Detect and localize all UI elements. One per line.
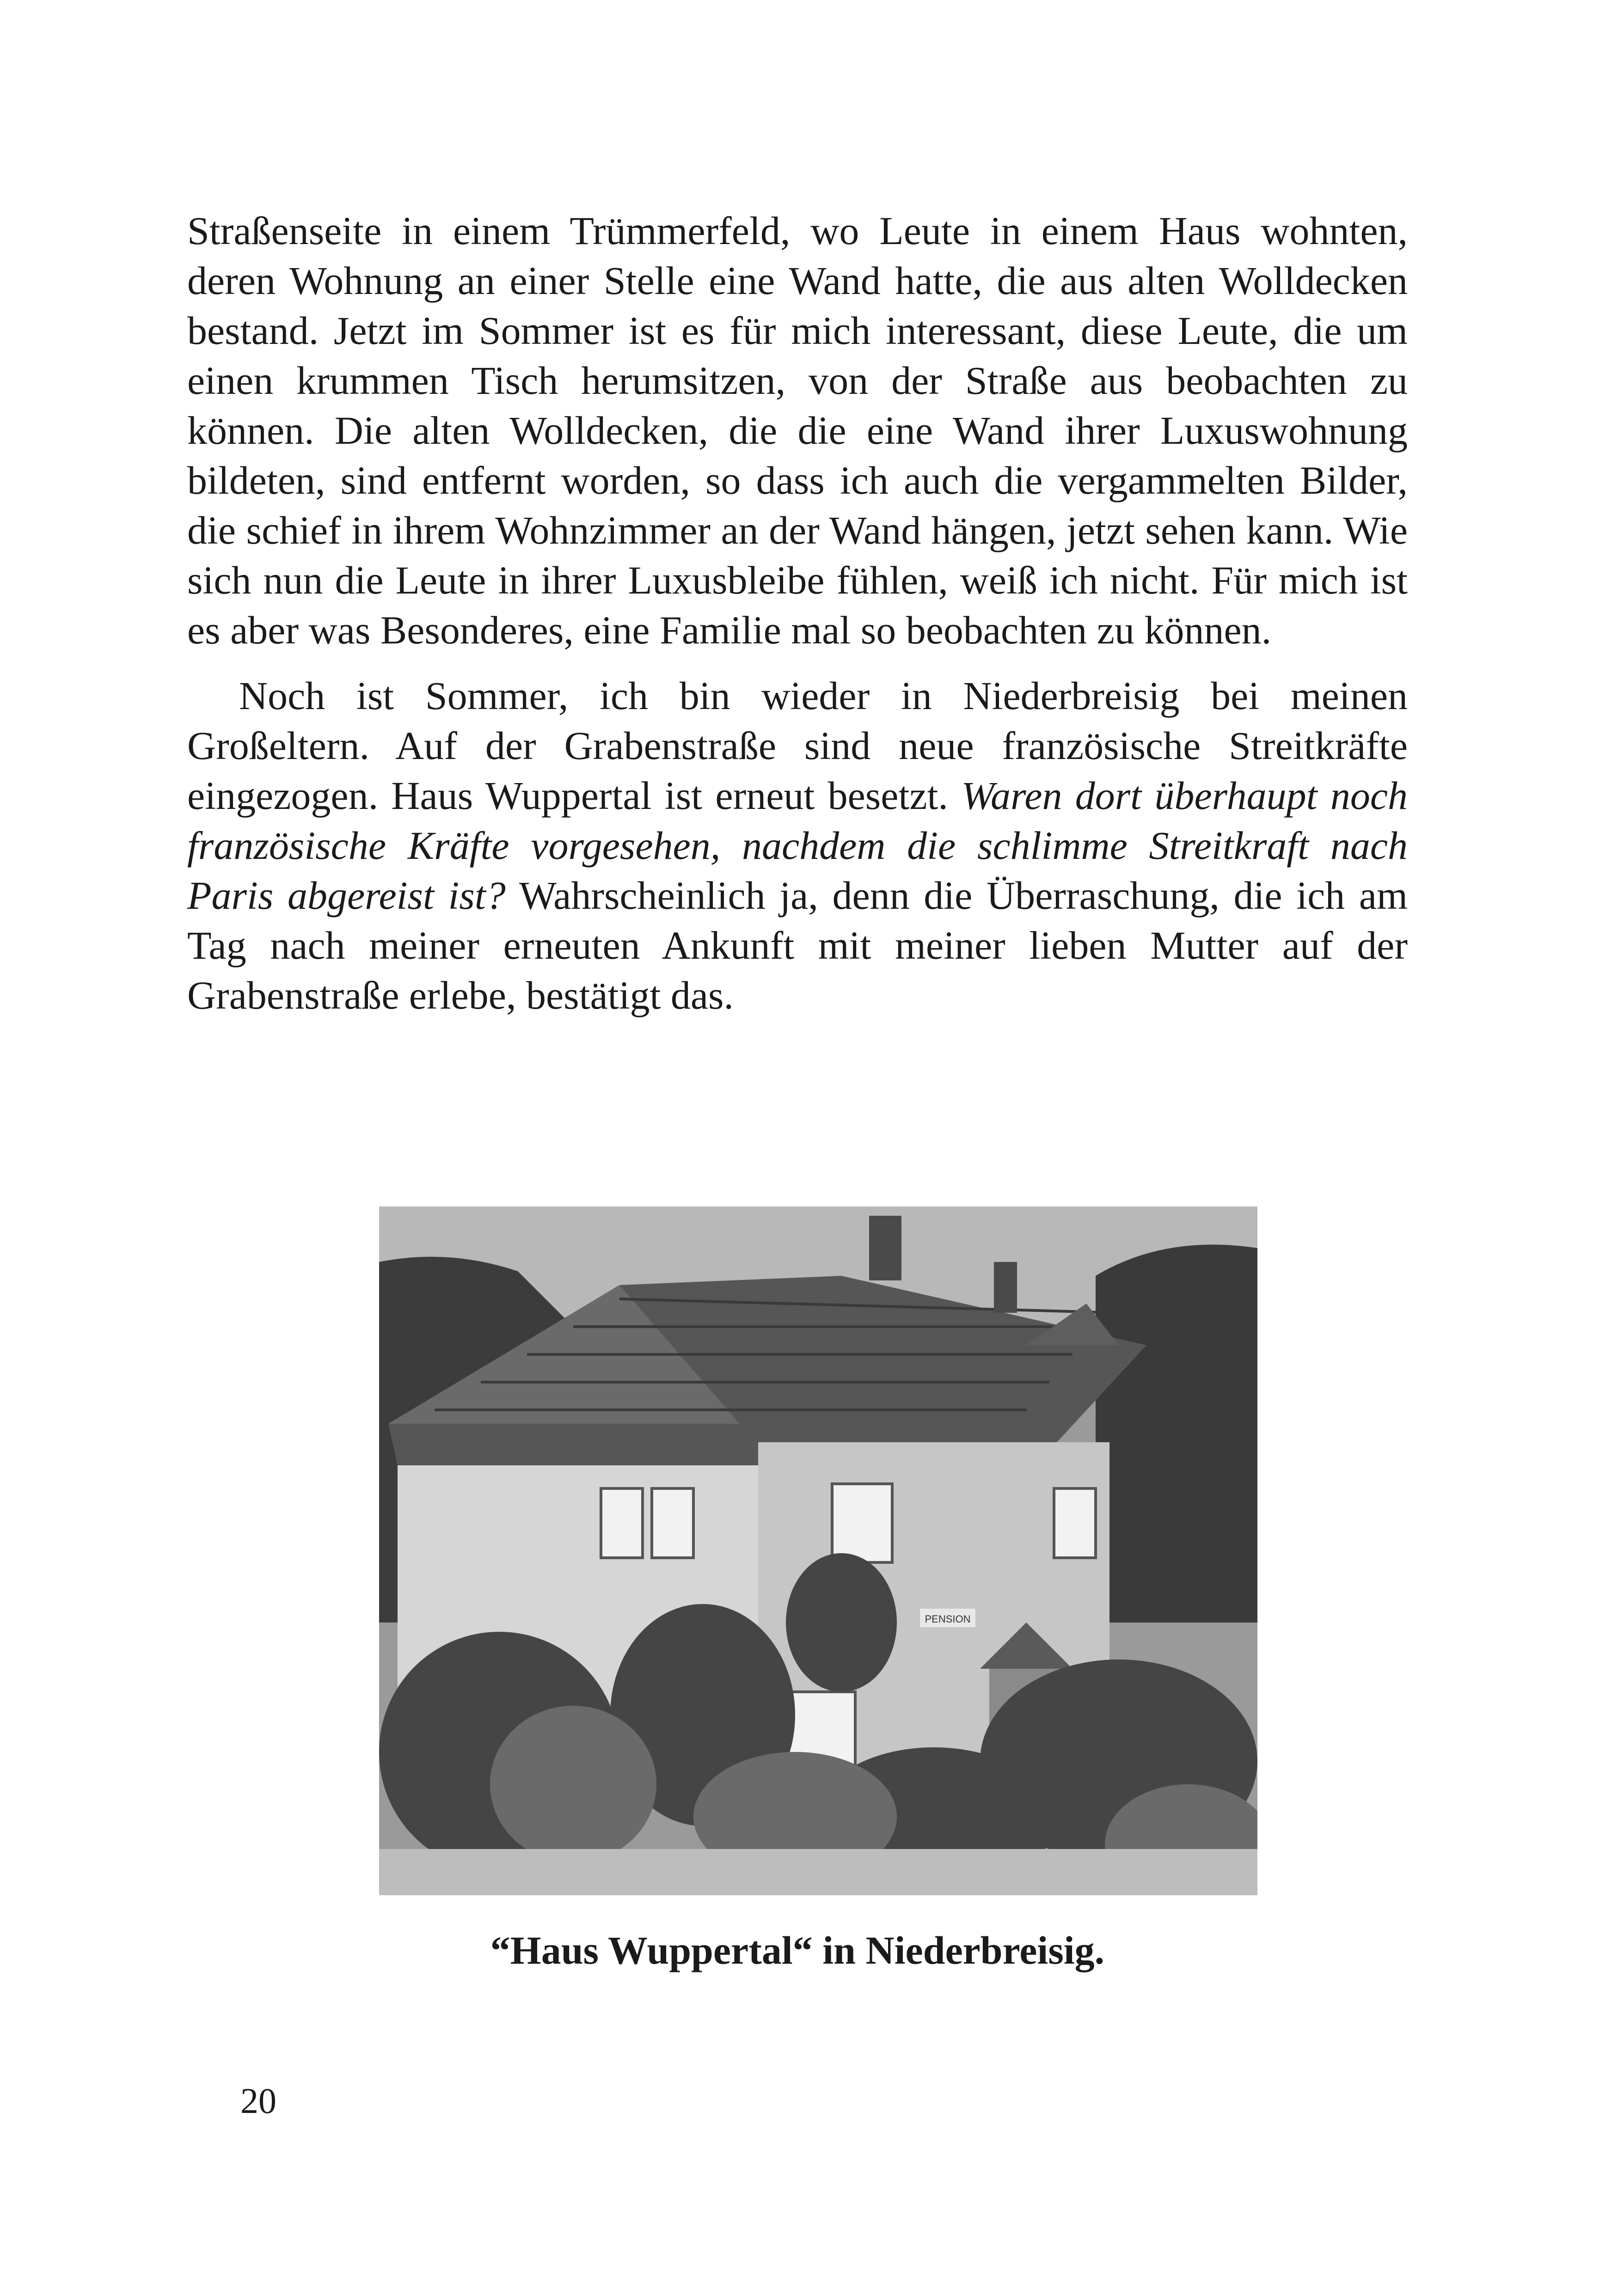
body-text: [187, 206, 1408, 1020]
pension-sign-text: PENSION: [925, 1613, 971, 1625]
paragraph-2: [187, 671, 1408, 1020]
figure-caption: “Haus Wuppertal“ in Niederbreisig.: [490, 1928, 1105, 1972]
house-photo: [379, 1206, 1257, 1895]
paragraph-1: Straßenseite in einem Trümmerfeld, wo Leute in einem Haus wohnten, deren Wohnung an einer Stelle eine Wand hatte, die aus alten Wolldecken bestand. Jetzt im Sommer ist es für mich interessant, diese Leute, die um einen krummen Tisch herumsitzen, von der Straße aus beobachten zu können. Die alten Wolldecken, die die eine Wand ihrer Luxuswohnung bildeten, sind entfernt worden, so dass ich auch die vergammelten Bilder, die schief in ihrem Wohnzimmer an der Wand hängen, jetzt sehen kann. Wie sich nun die Leute in ihrer Luxusbleibe fühlen, weiß ich nicht. Für mich ist es aber was Besonderes, eine Familie mal so beobachten zu können.: [187, 208, 1408, 652]
paragraph-2-start: Noch ist Sommer, ich bin wieder in Niederbreisig bei meinen Großeltern. Auf der Grabenstraße sind neue französische Streitkräfte eingezogen. Haus Wuppertal ist erneut besetzt.: [187, 673, 1408, 818]
page-number: 20: [240, 2081, 276, 2121]
house-photo-illustration: [379, 1206, 1257, 1895]
paragraph-2-end: Wahrscheinlich ja, denn die Überraschung, die ich am Tag nach meiner erneuten Ankunft mit meiner lieben Mutter auf der Grabenstraße erlebe, bestätigt das.: [187, 873, 1408, 1017]
paragraph-2-italic: Waren dort überhaupt noch französische Kräfte vorgesehen, nachdem die schlimme Streitkraft nach Paris abgereist ist?: [187, 773, 1408, 918]
